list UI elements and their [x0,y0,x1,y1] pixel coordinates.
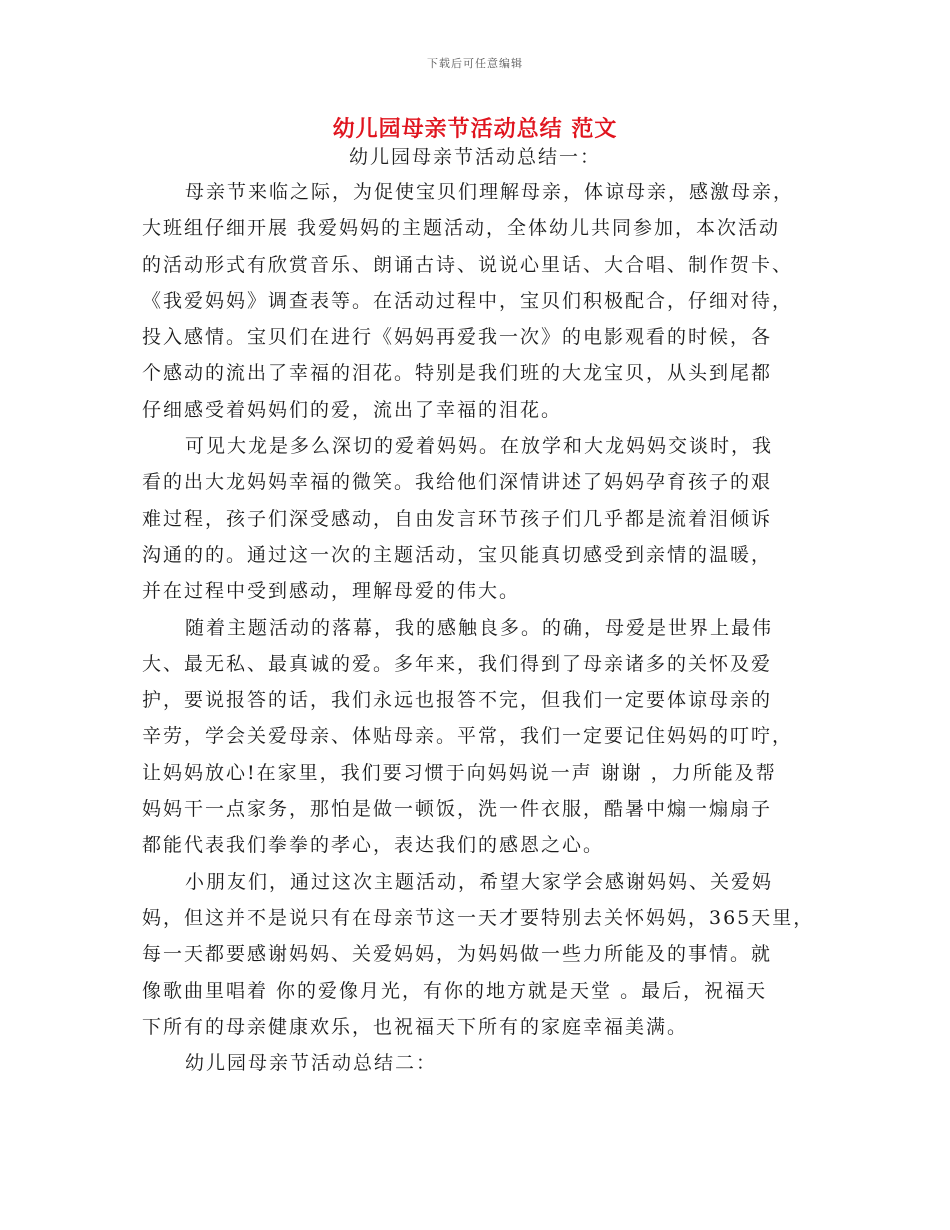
text-line: 像歌曲里唱着 你的爱像月光，有你的地方就是天堂 。最后，祝福天 [142,979,768,1002]
text-line: 的活动形式有欣赏音乐、朗诵古诗、说说心里话、大合唱、制作贺卡、 [142,253,794,276]
text-line: 并在过程中受到感动，理解母爱的伟大。 [142,580,521,603]
text-line: 下所有的母亲健康欢乐，也祝福天下所有的家庭幸福美满。 [142,1015,689,1038]
text-line: 小朋友们，通过这次主题活动，希望大家学会感谢妈妈、关爱妈 [185,870,774,893]
text-line: 仔细感受着妈妈们的爱，流出了幸福的泪花。 [142,398,563,421]
page-header-note: 下载后可任意编辑 [427,57,523,70]
text-line: 护，要说报答的话，我们永远也报答不完，但我们一定要体谅母亲的 [142,689,773,712]
text-line: 《我爱妈妈》调查表等。在活动过程中，宝贝们积极配合，仔细对待， [142,289,794,312]
text-line: 个感动的流出了幸福的泪花。特别是我们班的大龙宝贝，从头到尾都 [142,362,773,385]
text-line: 辛劳，学会关爱母亲、体贴母亲。平常，我们一定要记住妈妈的叮咛， [142,725,794,748]
text-line: 投入感情。宝贝们在进行《妈妈再爱我一次》的电影观看的时候，各 [142,326,773,349]
text-line: 看的出大龙妈妈幸福的微笑。我给他们深情讲述了妈妈孕育孩子的艰 [142,471,773,494]
text-line: 母亲节来临之际，为促使宝贝们理解母亲，体谅母亲，感激母亲， [185,181,795,203]
text-line: 随着主题活动的落幕，我的感触良多。的确，母爱是世界上最伟 [185,616,774,639]
document-title: 幼儿园母亲节活动总结 范文 [332,117,618,142]
text-line: 妈妈干一点家务，那怕是做一顿饭，洗一件衣服，酷暑中煽一煽扇子 [142,798,773,821]
text-line: 都能代表我们拳拳的孝心，表达我们的感恩之心。 [142,834,605,857]
document-body [142,174,822,1081]
section-heading-one: 幼儿园母亲节活动总结一： [348,146,601,168]
text-line: 每一天都要感谢妈妈、关爱妈妈，为妈妈做一些力所能及的事情。就 [142,943,773,966]
text-line: 大、最无私、最真诚的爱。多年来，我们得到了母亲诸多的关怀及爱 [142,652,773,675]
text-line: 难过程，孩子们深受感动，自由发言环节孩子们几乎都是流着泪倾诉 [142,507,773,530]
text-line: 让妈妈放心!在家里，我们要习惯于向妈妈说一声 谢谢 ，力所能及帮 [142,761,777,784]
text-line: 妈，但这并不是说只有在母亲节这一天才要特别去关怀妈妈，365天里， [142,906,815,929]
text-line: 沟通的的。通过这一次的主题活动，宝贝能真切感受到亲情的温暖， [142,543,773,566]
section-heading-two: 幼儿园母亲节活动总结二： [185,1052,438,1075]
text-line: 可见大龙是多么深切的爱着妈妈。在放学和大龙妈妈交谈时，我 [185,435,774,458]
text-line: 大班组仔细开展 我爱妈妈的主题活动，全体幼儿共同参加，本次活动 [142,217,781,240]
